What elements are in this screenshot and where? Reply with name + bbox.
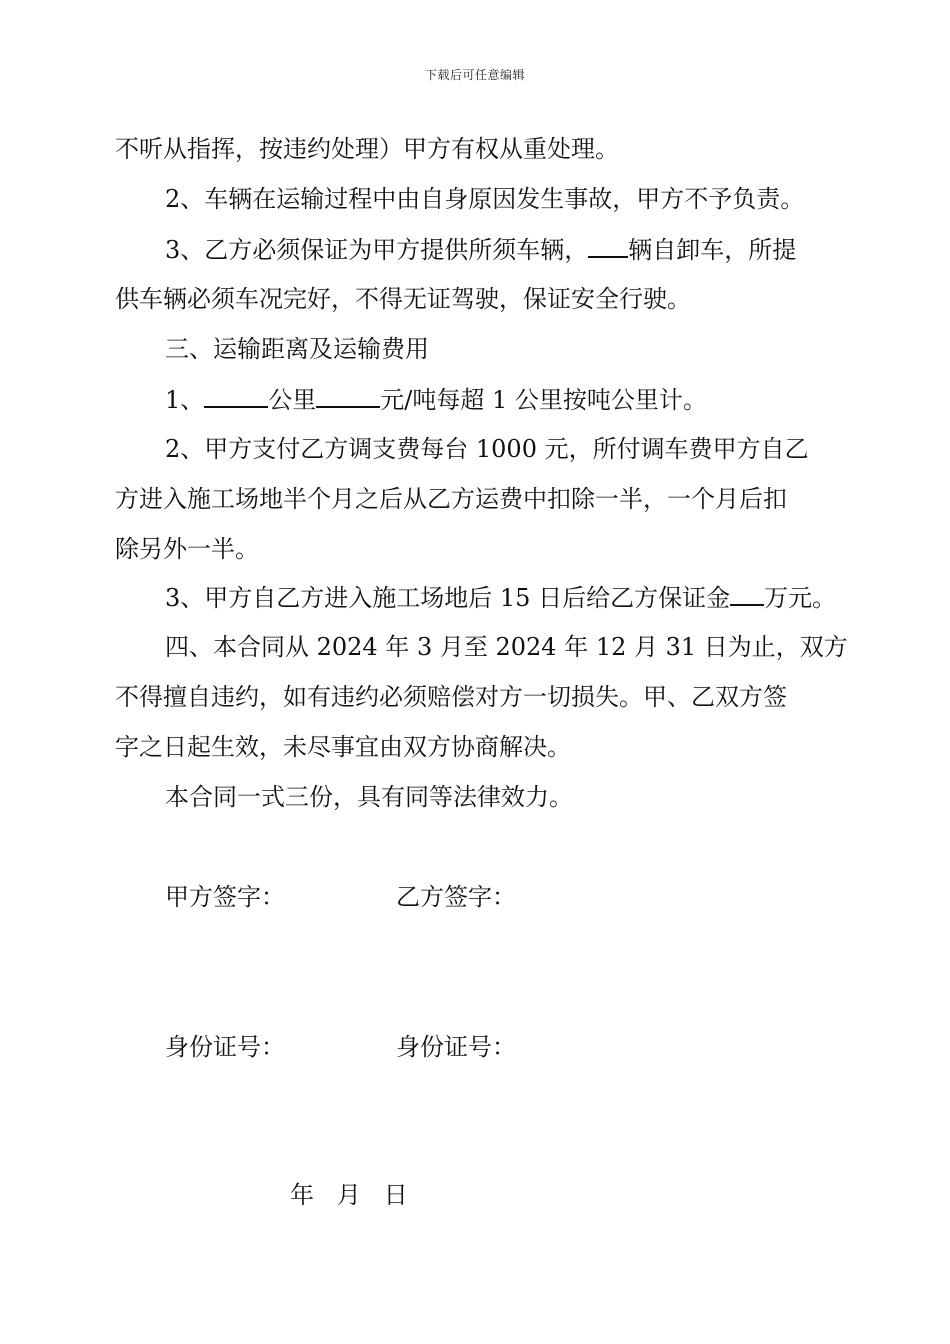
party-b-signature-label: 乙方签字： (396, 883, 516, 911)
clause-text: 元/吨每超 1 公里按吨公里计。 (380, 386, 707, 414)
clause-text: 辆自卸车，所提 (628, 236, 797, 264)
date-line: 年 月 日 (290, 1181, 408, 1209)
clause-text: 3、甲方自乙方进入施工场地后 15 日后给乙方保证金 (165, 584, 731, 612)
party-a-id-label: 身份证号： (165, 1033, 285, 1061)
clause-3-deposit (165, 582, 836, 613)
clause-text: 3、乙方必须保证为甲方提供所须车辆， (165, 236, 589, 264)
party-b-id-label: 身份证号： (396, 1033, 516, 1061)
clause-text: 1、 (165, 386, 205, 414)
paragraph-line: 供车辆必须车况完好，不得无证驾驶，保证安全行驶。 (115, 285, 691, 313)
paragraph-line: 方进入施工场地半个月之后从乙方运费中扣除一半，一个月后扣 (115, 485, 787, 513)
clause-1-distance-fee (165, 384, 707, 415)
fill-blank-price (316, 384, 380, 408)
clause-2-dispatch-fee: 2、甲方支付乙方调支费每台 1000 元，所付调车费甲方自乙 (165, 435, 809, 463)
party-a-signature-label: 甲方签字： (165, 883, 285, 911)
clause-2-vehicle-accident: 2、车辆在运输过程中由自身原因发生事故，甲方不予负责。 (165, 185, 805, 213)
fill-blank-distance (204, 384, 268, 408)
fill-blank-deposit (730, 582, 764, 606)
copies-statement: 本合同一式三份，具有同等法律效力。 (165, 783, 573, 811)
paragraph-line: 除另外一半。 (115, 535, 259, 563)
section-3-heading: 三、运输距离及运输费用 (165, 335, 429, 363)
header-note: 下载后可任意编辑 (424, 68, 525, 82)
paragraph-line: 字之日起生效，未尽事宜由双方协商解决。 (115, 733, 571, 761)
clause-3-vehicle-supply (165, 234, 796, 265)
paragraph-line: 不得擅自违约，如有违约必须赔偿对方一切损失。甲、乙双方签 (115, 683, 787, 711)
clause-text: 公里 (268, 386, 317, 414)
fill-blank-vehicle-count (588, 234, 628, 258)
paragraph-line: 不听从指挥，按违约处理）甲方有权从重处理。 (115, 135, 619, 163)
clause-text: 万元。 (764, 584, 837, 612)
section-4-term: 四、本合同从 2024 年 3 月至 2024 年 12 月 31 日为止，双方 (165, 633, 848, 661)
